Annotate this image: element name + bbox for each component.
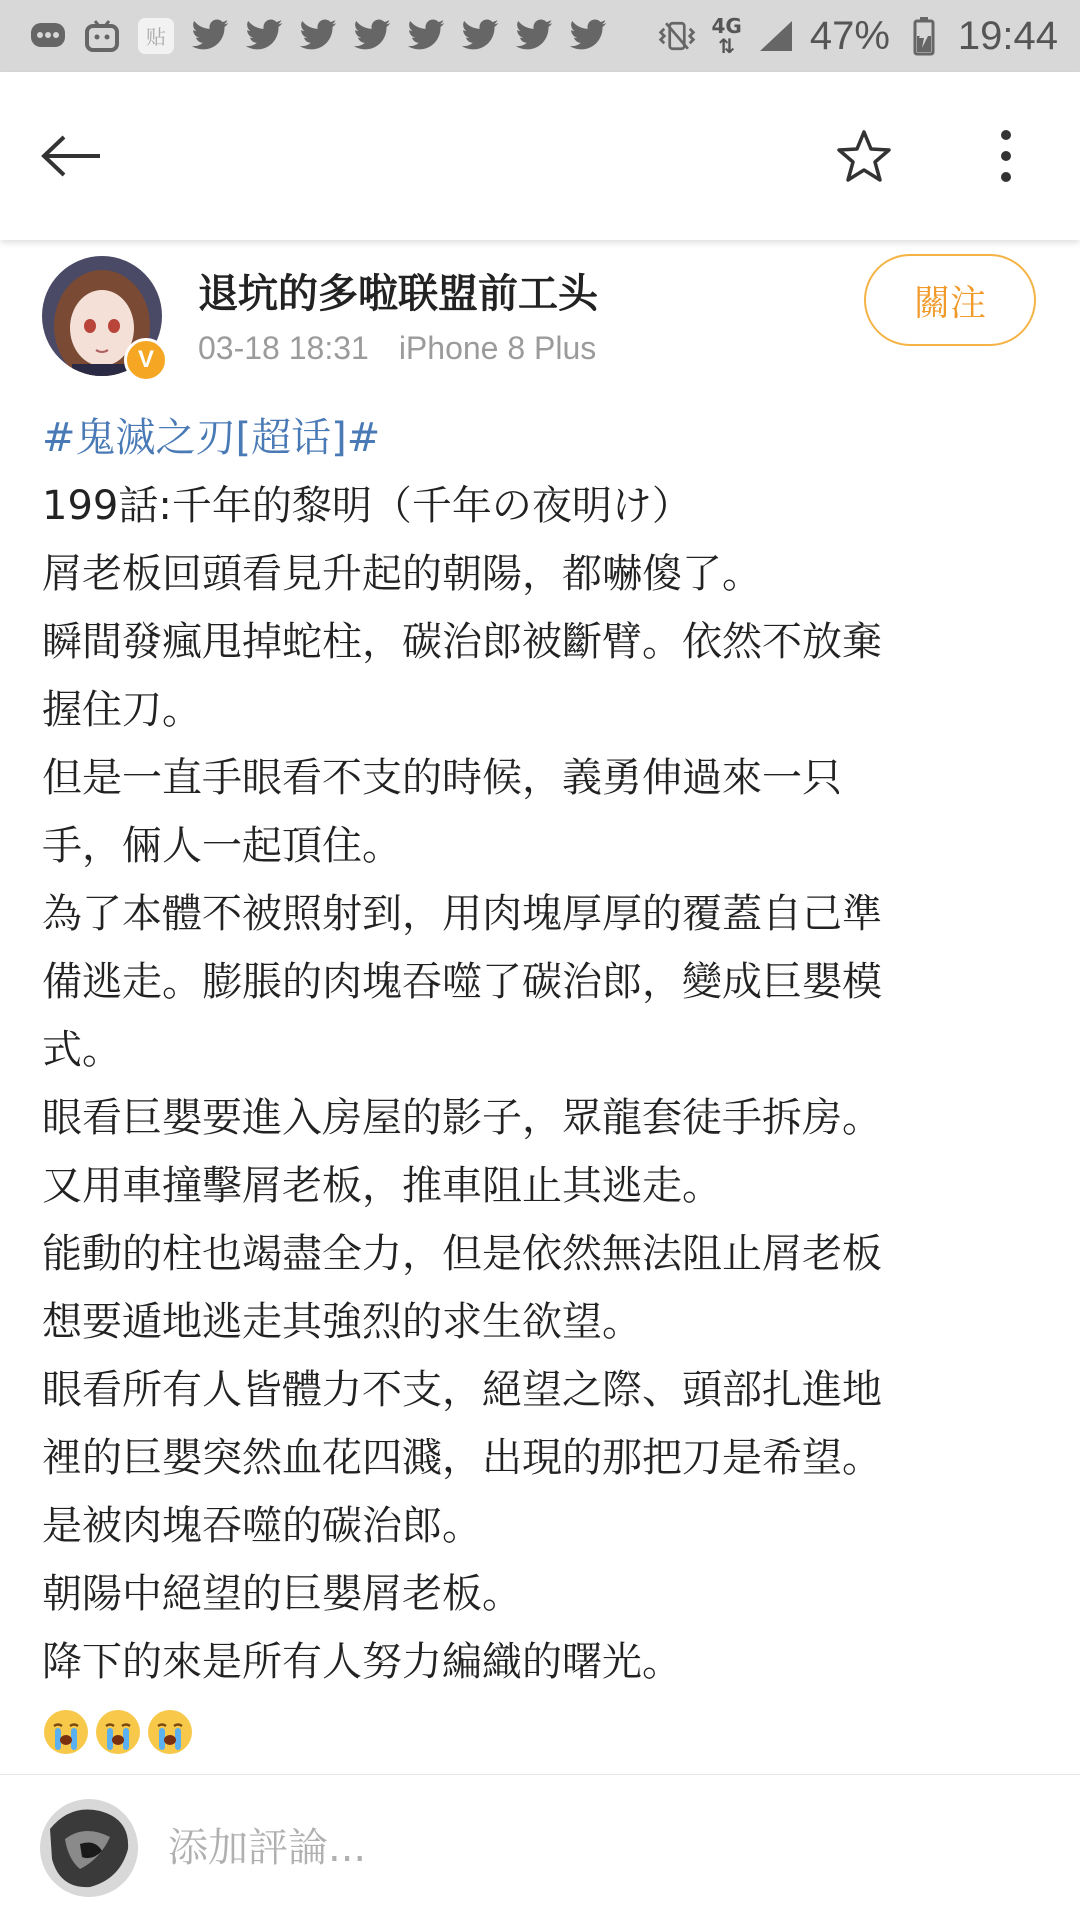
tieba-icon bbox=[136, 16, 176, 56]
battery-icon bbox=[904, 16, 944, 56]
comment-input[interactable] bbox=[168, 1809, 1028, 1887]
emoji-row bbox=[42, 1702, 1042, 1762]
text-line: 降下的來是所有人努力編織的曙光。 bbox=[42, 1639, 682, 1685]
author-name[interactable]: 退坑的多啦联盟前工头 bbox=[198, 271, 598, 317]
twitter-icon bbox=[460, 16, 500, 56]
favorite-button[interactable] bbox=[826, 118, 902, 194]
back-arrow-icon bbox=[40, 134, 102, 178]
post-date: 03-18 18:31 bbox=[198, 330, 369, 366]
network-icon: 4G ⇅ bbox=[711, 14, 742, 58]
text-line: 手，倆人一起頂住。 bbox=[42, 823, 402, 869]
twitter-icon bbox=[244, 16, 284, 56]
text-line: 是被肉塊吞噬的碳治郎。 bbox=[42, 1503, 482, 1549]
crying-face-icon bbox=[42, 1708, 90, 1756]
battery-percent: 47% bbox=[809, 13, 890, 58]
twitter-icon bbox=[514, 16, 554, 56]
hashtag-link[interactable]: #鬼滅之刃[超话]# bbox=[42, 415, 381, 461]
twitter-icon bbox=[568, 16, 608, 56]
post-content bbox=[42, 404, 1042, 1762]
text-line: 式。 bbox=[42, 1027, 122, 1073]
signal-icon bbox=[756, 16, 796, 56]
text-line: 199話:千年的黎明（千年の夜明け） bbox=[42, 483, 692, 529]
clock: 19:44 bbox=[957, 13, 1058, 58]
twitter-icon bbox=[406, 16, 446, 56]
back-button[interactable] bbox=[30, 118, 112, 194]
verified-badge: V bbox=[124, 338, 168, 382]
comment-bar bbox=[0, 1774, 1080, 1921]
status-bar bbox=[0, 0, 1080, 72]
chat-icon bbox=[28, 16, 68, 56]
text-line: 能動的柱也竭盡全力，但是依然無法阻止屑老板 bbox=[42, 1231, 882, 1277]
system-icons bbox=[657, 14, 1080, 59]
more-button[interactable] bbox=[978, 118, 1034, 194]
post-device: iPhone 8 Plus bbox=[398, 330, 597, 366]
text-line: 握住刀。 bbox=[42, 687, 202, 733]
top-toolbar bbox=[0, 72, 1080, 240]
crying-face-icon bbox=[146, 1708, 194, 1756]
text-line: 又用車撞擊屑老板，推車阻止其逃走。 bbox=[42, 1163, 722, 1209]
text-line: 瞬間發瘋甩掉蛇柱，碳治郎被斷臂。依然不放棄 bbox=[42, 619, 882, 665]
text-line: 裡的巨嬰突然血花四濺，出現的那把刀是希望。 bbox=[42, 1435, 882, 1481]
text-line: 朝陽中絕望的巨嬰屑老板。 bbox=[42, 1571, 522, 1617]
text-line: 為了本體不被照射到，用肉塊厚厚的覆蓋自己準 bbox=[42, 891, 882, 937]
text-line: 但是一直手眼看不支的時候，義勇伸過來一只 bbox=[42, 755, 842, 801]
twitter-icon bbox=[352, 16, 392, 56]
bilibili-icon bbox=[82, 16, 122, 56]
twitter-icon bbox=[298, 16, 338, 56]
more-vertical-icon bbox=[999, 129, 1013, 183]
author-avatar[interactable] bbox=[42, 256, 162, 376]
user-avatar[interactable] bbox=[40, 1799, 138, 1897]
text-line: 眼看巨嬰要進入房屋的影子，眾龍套徒手拆房。 bbox=[42, 1095, 882, 1141]
notification-icons bbox=[0, 16, 608, 56]
text-line: 屑老板回頭看見升起的朝陽，都嚇傻了。 bbox=[42, 551, 762, 597]
text-line: 想要遁地逃走其強烈的求生欲望。 bbox=[42, 1299, 642, 1345]
crying-face-icon bbox=[94, 1708, 142, 1756]
text-line: 備逃走。膨脹的肉塊吞噬了碳治郎，變成巨嬰模 bbox=[42, 959, 882, 1005]
text-line: 眼看所有人皆體力不支，絕望之際、頭部扎進地 bbox=[42, 1367, 882, 1413]
follow-button[interactable]: 關注 bbox=[864, 254, 1036, 346]
star-icon bbox=[836, 129, 892, 183]
svg-text:贴: 贴 bbox=[146, 25, 166, 49]
twitter-icon bbox=[190, 16, 230, 56]
vibrate-icon bbox=[657, 16, 697, 56]
post-meta bbox=[198, 330, 596, 367]
